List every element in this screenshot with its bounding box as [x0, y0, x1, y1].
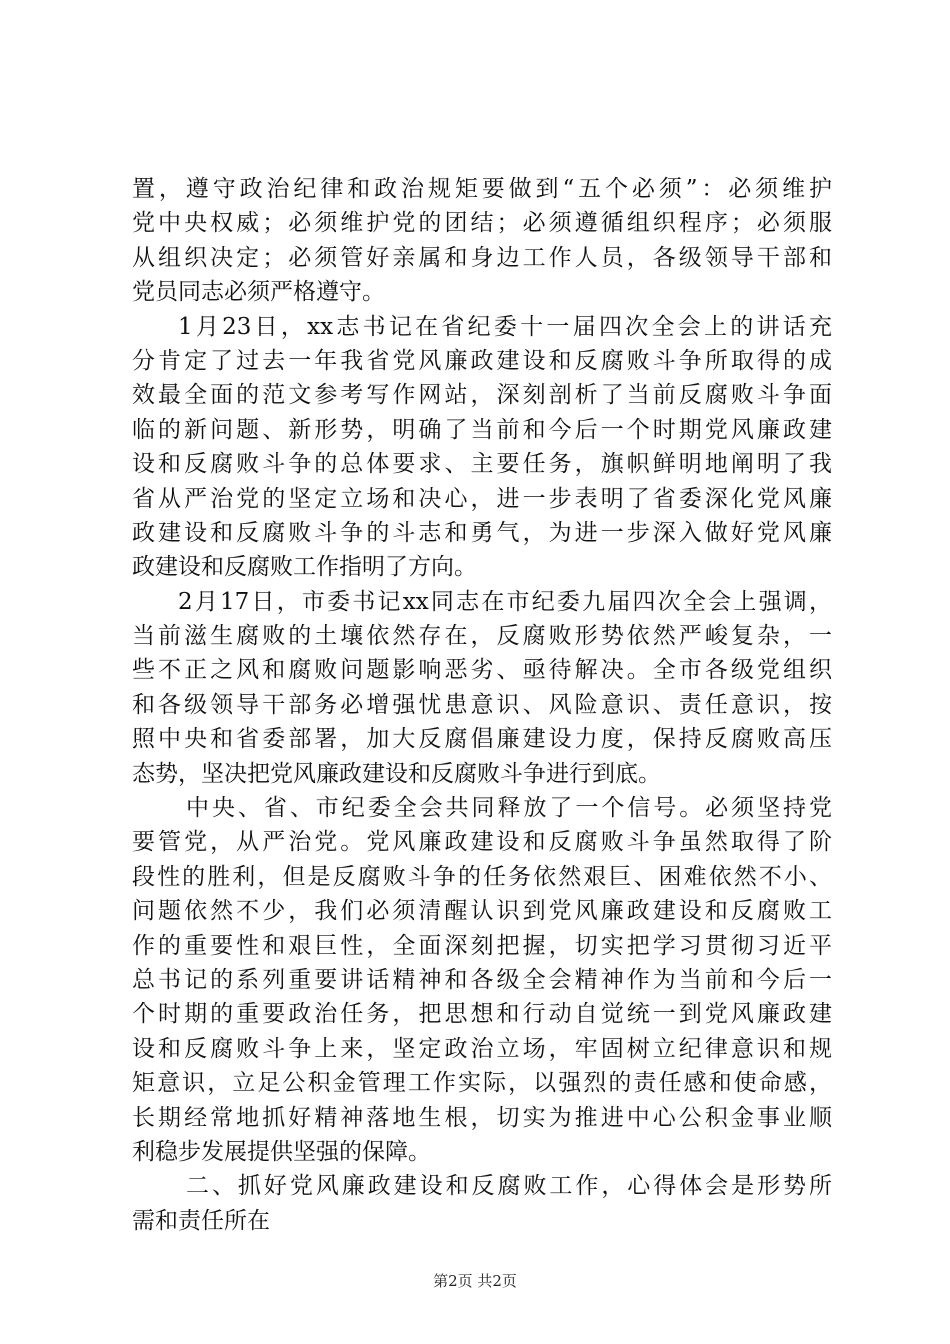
text-line: 矩意识，立足公积金管理工作实际，以强烈的责任感和使命感，	[132, 1070, 832, 1097]
text-line: 省从严治党的坚定立场和决心，进一步表明了省委深化党风廉	[132, 485, 832, 512]
text-line: 总书记的系列重要讲话精神和各级全会精神作为当前和今后一	[132, 966, 832, 993]
paragraph-first-line: 2月17日，市委书记xx同志在市纪委九届四次全会上强调，	[178, 588, 832, 615]
text-line: 设和反腐败斗争的总体要求、主要任务，旗帜鲜明地阐明了我	[132, 451, 832, 478]
text-line: 利稳步发展提供坚强的保障。	[132, 1138, 431, 1165]
section-heading-continued: 需和责任所在	[132, 1207, 270, 1234]
text-line: 党中央权威；必须维护党的团结；必须遵循组织程序；必须服	[132, 210, 832, 237]
section-heading: 二、抓好党风廉政建设和反腐败工作，心得体会是形势所	[186, 1173, 832, 1200]
document-body	[132, 172, 832, 1238]
text-line: 政建设和反腐败工作指明了方向。	[132, 554, 477, 581]
text-line: 临的新问题、新形势，明确了当前和今后一个时期党风廉政建	[132, 416, 832, 443]
text-line: 要管党，从严治党。党风廉政建设和反腐败斗争虽然取得了阶	[132, 829, 832, 856]
text-line: 当前滋生腐败的土壤依然存在，反腐败形势依然严峻复杂，一	[132, 623, 832, 650]
page-footer	[0, 1270, 950, 1291]
text-line: 些不正之风和腐败问题影响恶劣、亟待解决。全市各级党组织	[132, 657, 832, 684]
text-line: 分肯定了过去一年我省党风廉政建设和反腐败斗争所取得的成	[132, 347, 832, 374]
text-line: 效最全面的范文参考写作网站，深刻剖析了当前反腐败斗争面	[132, 382, 832, 409]
text-line: 设和反腐败斗争上来，坚定政治立场，牢固树立纪律意识和规	[132, 1035, 832, 1062]
text-line: 照中央和省委部署，加大反腐倡廉建设力度，保持反腐败高压	[132, 726, 832, 753]
text-line: 态势，坚决把党风廉政建设和反腐败斗争进行到底。	[132, 760, 661, 787]
text-line: 作的重要性和艰巨性，全面深刻把握，切实把学习贯彻习近平	[132, 932, 832, 959]
text-line: 从组织决定；必须管好亲属和身边工作人员，各级领导干部和	[132, 244, 832, 271]
text-line: 长期经常地抓好精神落地生根，切实为推进中心公积金事业顺	[132, 1104, 832, 1131]
paragraph-first-line: 1月23日，xx志书记在省纪委十一届四次全会上的讲话充	[178, 313, 832, 340]
paragraph-first-line: 中央、省、市纪委全会共同释放了一个信号。必须坚持党	[186, 795, 832, 822]
text-line: 党员同志必须严格遵守。	[132, 279, 385, 306]
text-line: 和各级领导干部务必增强忧患意识、风险意识、责任意识，按	[132, 691, 832, 718]
text-line: 政建设和反腐败斗争的斗志和勇气，为进一步深入做好党风廉	[132, 519, 832, 546]
text-line: 问题依然不少，我们必须清醒认识到党风廉政建设和反腐败工	[132, 898, 832, 925]
text-line: 置，遵守政治纪律和政治规矩要做到“五个必须”：必须维护	[132, 176, 832, 202]
text-line: 个时期的重要政治任务，把思想和行动自觉统一到党风廉政建	[132, 1001, 832, 1028]
page-number: 第2页 共2页	[433, 1272, 517, 1290]
text-line: 段性的胜利，但是反腐败斗争的任务依然艰巨、困难依然不小、	[132, 863, 832, 890]
